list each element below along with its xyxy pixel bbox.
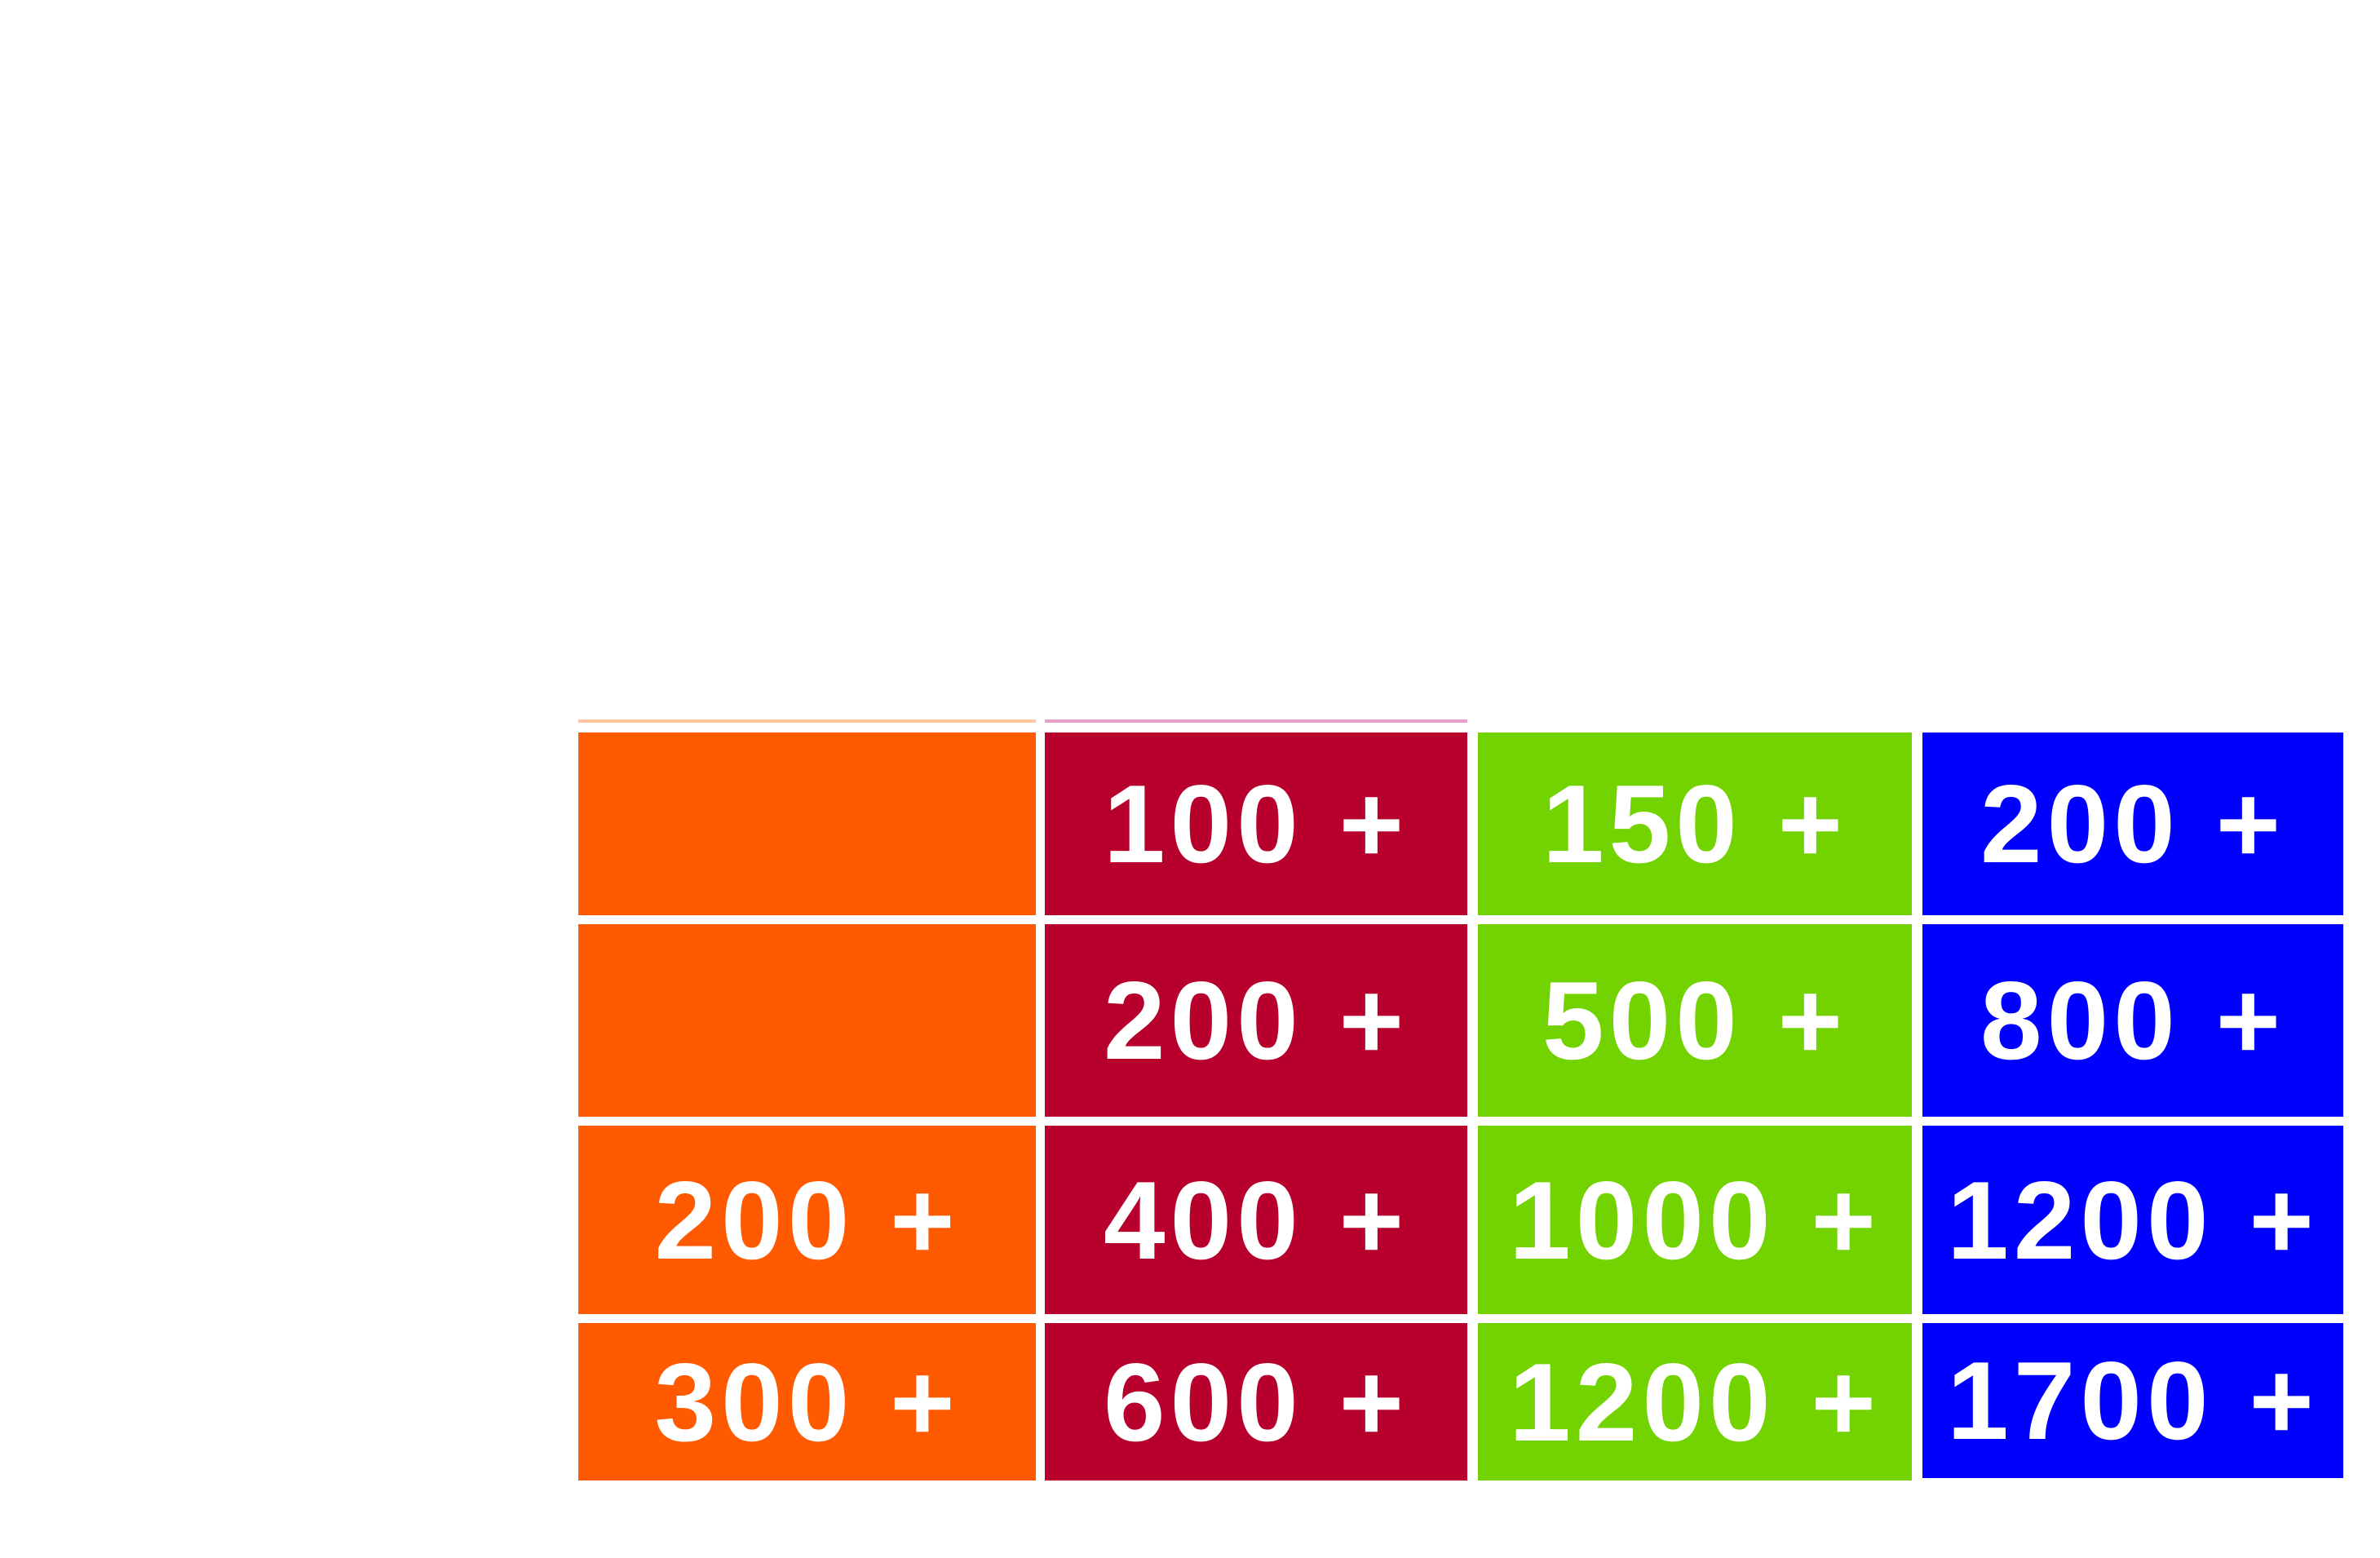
grid-cell-r3-c1 xyxy=(578,1126,1036,1314)
grid-cell-r3-c2 xyxy=(1045,1126,1467,1314)
grid-cell-r1-c2 xyxy=(1045,733,1467,915)
cell-value: 200 + xyxy=(1980,762,2286,886)
grid-cell-r4-c3 xyxy=(1478,1323,1912,1481)
grid-cell-r4-c2 xyxy=(1045,1323,1467,1481)
cell-value: 150 + xyxy=(1542,762,1848,886)
grid-cell-r3-c3 xyxy=(1478,1126,1912,1314)
cell-value: 1200 + xyxy=(1947,1157,2319,1282)
grid-cell-r3-c4 xyxy=(1922,1126,2343,1314)
grid-cell-r4-c1 xyxy=(578,1323,1036,1481)
cell-value: 100 + xyxy=(1103,762,1409,886)
cell-value: 800 + xyxy=(1980,958,2286,1082)
grid-cell-r1-c1 xyxy=(578,733,1036,915)
grid-cell-r1-c3 xyxy=(1478,733,1912,915)
grid-cell-r1-c4 xyxy=(1922,733,2343,915)
cell-value: 200 + xyxy=(1103,958,1409,1082)
cell-value: 300 + xyxy=(654,1339,960,1464)
cell-value: 600 + xyxy=(1103,1339,1409,1464)
cell-value: 1200 + xyxy=(1509,1339,1881,1464)
grid-cell-r2-c3 xyxy=(1478,924,1912,1117)
cell-value: 500 + xyxy=(1542,958,1848,1082)
grid-cell-r2-c1 xyxy=(578,924,1036,1117)
cell-value: 400 + xyxy=(1103,1157,1409,1282)
cell-value: 1700 + xyxy=(1947,1339,2319,1463)
cell-value: 1000 + xyxy=(1509,1157,1881,1282)
grid-cell-r4-c4 xyxy=(1922,1323,2343,1478)
grid-cell-r2-c4 xyxy=(1922,924,2343,1117)
cell-value: 200 + xyxy=(654,1157,960,1282)
grid-cell-r2-c2 xyxy=(1045,924,1467,1117)
